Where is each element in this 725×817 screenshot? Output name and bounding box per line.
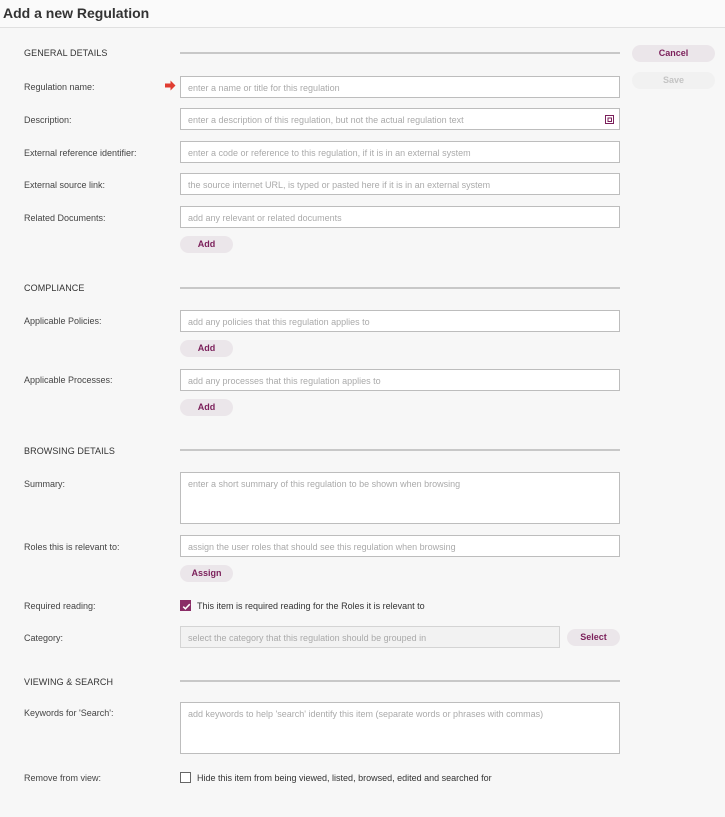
- external-link-label: External source link:: [24, 180, 106, 190]
- required-arrow-icon: [165, 80, 176, 91]
- description-label: Description:: [24, 115, 72, 125]
- select-category-button[interactable]: Select: [567, 629, 620, 646]
- section-divider: [180, 287, 620, 289]
- remove-from-view-checkbox[interactable]: [180, 772, 191, 783]
- save-button[interactable]: Save: [632, 72, 715, 89]
- external-link-input[interactable]: the source internet URL, is typed or pasted here if it is in an external system: [180, 173, 620, 195]
- keywords-label: Keywords for 'Search':: [24, 708, 114, 718]
- section-heading-browsing: BROWSING DETAILS: [24, 446, 115, 456]
- roles-label: Roles this is relevant to:: [24, 542, 120, 552]
- summary-textarea[interactable]: enter a short summary of this regulation to be shown when browsing: [180, 472, 620, 524]
- add-policies-button[interactable]: Add: [180, 340, 233, 357]
- policies-input[interactable]: add any policies that this regulation applies to: [180, 310, 620, 332]
- summary-label: Summary:: [24, 479, 66, 489]
- page-title: Add a new Regulation: [3, 5, 150, 21]
- section-heading-general: GENERAL DETAILS: [24, 48, 108, 58]
- required-reading-label: Required reading:: [24, 601, 96, 611]
- cancel-button[interactable]: Cancel: [632, 45, 715, 62]
- assign-roles-button[interactable]: Assign: [180, 565, 233, 582]
- regulation-name-label: Regulation name:: [24, 82, 95, 92]
- add-processes-button[interactable]: Add: [180, 399, 233, 416]
- external-ref-input[interactable]: enter a code or reference to this regulation, if it is in an external system: [180, 141, 620, 163]
- policies-label: Applicable Policies:: [24, 316, 102, 326]
- checkmark-icon: [181, 601, 192, 612]
- processes-label: Applicable Processes:: [24, 375, 113, 385]
- description-input[interactable]: [180, 108, 620, 130]
- regulation-name-input[interactable]: enter a name or title for this regulation: [180, 76, 620, 98]
- description-placeholder: enter a description of this regulation, but not the actual regulation text: [188, 115, 464, 125]
- section-heading-compliance: COMPLIANCE: [24, 283, 85, 293]
- section-divider: [180, 680, 620, 682]
- remove-from-view-label: Remove from view:: [24, 773, 102, 783]
- title-bar: [0, 0, 725, 28]
- remove-from-view-text: Hide this item from being viewed, listed, browsed, edited and searched for: [197, 773, 492, 783]
- roles-input[interactable]: assign the user roles that should see this regulation when browsing: [180, 535, 620, 557]
- section-divider: [180, 449, 620, 451]
- add-related-docs-button[interactable]: Add: [180, 236, 233, 253]
- keywords-textarea[interactable]: add keywords to help 'search' identify this item (separate words or phrases with commas): [180, 702, 620, 754]
- category-label: Category:: [24, 633, 64, 643]
- required-reading-text: This item is required reading for the Roles it is relevant to: [197, 601, 425, 611]
- section-heading-viewing: VIEWING & SEARCH: [24, 677, 114, 687]
- section-divider: [180, 52, 620, 54]
- category-input[interactable]: select the category that this regulation should be grouped in: [180, 626, 560, 648]
- external-ref-label: External reference identifier:: [24, 148, 137, 158]
- expand-icon[interactable]: [605, 115, 614, 124]
- processes-input[interactable]: add any processes that this regulation applies to: [180, 369, 620, 391]
- required-reading-checkbox[interactable]: [180, 600, 191, 611]
- related-docs-label: Related Documents:: [24, 213, 106, 223]
- related-docs-input[interactable]: add any relevant or related documents: [180, 206, 620, 228]
